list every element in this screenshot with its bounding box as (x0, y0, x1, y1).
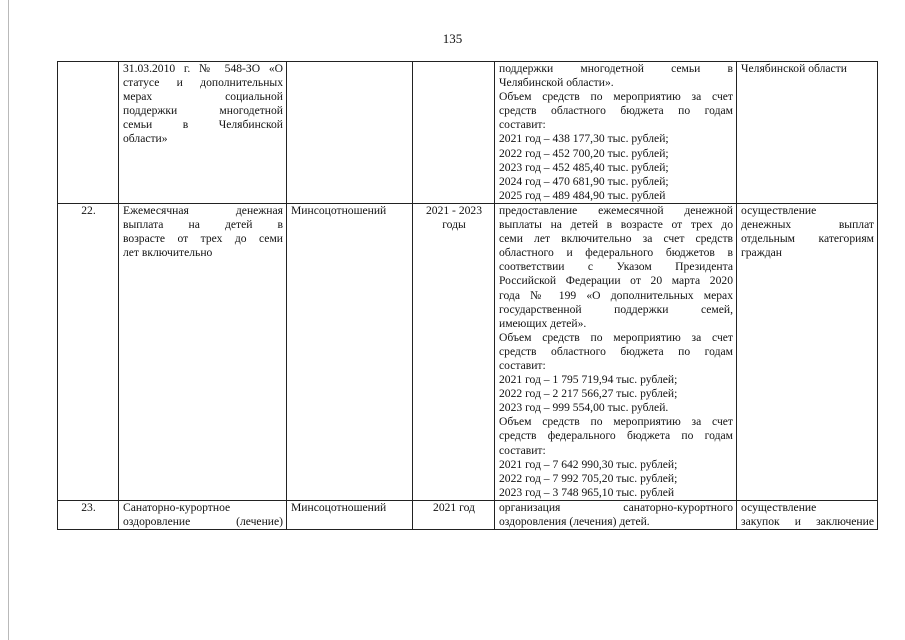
row-number-cell (58, 62, 119, 204)
table-row (58, 500, 878, 529)
description-line: составит: (499, 358, 546, 372)
description-cell (495, 62, 737, 204)
term-cell: 2021 год (413, 500, 495, 529)
description-line: 2025 год – 489 484,90 тыс. рублей (499, 188, 666, 202)
term-cell: 2021 - 2023 годы (413, 203, 495, 500)
measure-name-line: статусе и дополнительных (123, 76, 283, 90)
description-line: составит: (499, 443, 546, 457)
description-line: государственной поддержки семей, (499, 302, 733, 316)
measure-name-line: возрасте от трех до семи (123, 232, 283, 246)
description-line: 2023 год – 999 554,00 тыс. рублей. (499, 401, 669, 415)
description-line: 2022 год – 2 217 566,27 тыс. рублей; (499, 387, 678, 401)
executor-cell (287, 62, 413, 204)
description-line: 2023 год – 452 485,40 тыс. рублей; (499, 160, 669, 174)
row-number-cell: 23. (58, 500, 119, 529)
measure-name-line: поддержки многодетной (123, 104, 283, 118)
description-line: средств областного бюджета по годам (499, 104, 733, 118)
page-edge-line (8, 0, 9, 640)
result-cell (737, 500, 878, 529)
description-line: выплаты на детей в возрасте от трех до (499, 218, 733, 232)
table-row (58, 203, 878, 500)
description-line: соответствии с Указом Президента (499, 260, 733, 274)
measure-name-line: выплата на детей в (123, 218, 283, 232)
measure-name-line: Ежемесячная денежная (123, 203, 283, 217)
page-number: 135 (442, 31, 463, 46)
table-row (58, 62, 878, 204)
executor-cell: Минсоцотношений (287, 500, 413, 529)
result-cell (737, 203, 878, 500)
description-line: Объем средств по мероприятию за счет (499, 415, 733, 429)
row-number-cell: 22. (58, 203, 119, 500)
description-line: 2023 год – 3 748 965,10 тыс. рублей (499, 485, 675, 499)
measure-name-cell (119, 500, 287, 529)
description-line: Челябинской области». (499, 76, 614, 90)
description-line: поддержки многодетной семьи в (499, 62, 733, 75)
result-line: отдельным категориям (741, 232, 874, 246)
measure-name-cell (119, 203, 287, 500)
description-line: Объем средств по мероприятию за счет (499, 90, 733, 104)
term-cell (413, 62, 495, 204)
measure-name-line: Санаторно-курортное (123, 500, 231, 514)
result-line: осуществление (741, 203, 817, 217)
description-cell (495, 203, 737, 500)
description-line: имеющих детей». (499, 316, 587, 330)
result-line: осуществление (741, 500, 817, 514)
description-line: 2024 год – 470 681,90 тыс. рублей; (499, 174, 669, 188)
description-line: организация санаторно-курортного (499, 500, 733, 514)
measure-name-line: семьи в Челябинской (123, 118, 283, 132)
result-line: денежных выплат (741, 218, 874, 232)
description-line: 2022 год – 7 992 705,20 тыс. рублей; (499, 471, 678, 485)
description-line: 2022 год – 452 700,20 тыс. рублей; (499, 146, 669, 160)
description-cell (495, 500, 737, 529)
measure-name-line: мерах социальной (123, 90, 283, 104)
measure-name-cell (119, 62, 287, 204)
measures-table (57, 61, 878, 530)
measure-name-line: оздоровление (лечение) (123, 515, 283, 528)
description-line: 2021 год – 7 642 990,30 тыс. рублей; (499, 457, 678, 471)
description-line: средств областного бюджета по годам (499, 344, 733, 358)
description-line: составит: (499, 118, 546, 132)
result-line: Челябинской области (741, 62, 847, 75)
description-line: 2021 год – 1 795 719,94 тыс. рублей; (499, 373, 678, 387)
description-line: семи лет включительно за счет средств (499, 232, 733, 246)
executor-cell: Минсоцотношений (287, 203, 413, 500)
result-cell (737, 62, 878, 204)
measure-name-line: 31.03.2010 г. № 548-ЗО «О (123, 62, 283, 75)
description-line: средств федерального бюджета по годам (499, 429, 733, 443)
measure-name-line: области» (123, 132, 168, 146)
description-line: Объем средств по мероприятию за счет (499, 330, 733, 344)
description-line: 2021 год – 438 177,30 тыс. рублей; (499, 132, 669, 146)
description-line: областного и федерального бюджетов в (499, 246, 733, 260)
result-line: закупок и заключение (741, 515, 874, 528)
measure-name-line: лет включительно (123, 246, 213, 260)
result-line: граждан (741, 246, 782, 260)
description-line: года № 199 «О дополнительных мерах (499, 288, 733, 302)
description-line: предоставление ежемесячной денежной (499, 203, 733, 217)
description-line: Российской Федерации от 20 марта 2020 (499, 274, 733, 288)
description-line: оздоровления (лечения) детей. (499, 515, 650, 528)
